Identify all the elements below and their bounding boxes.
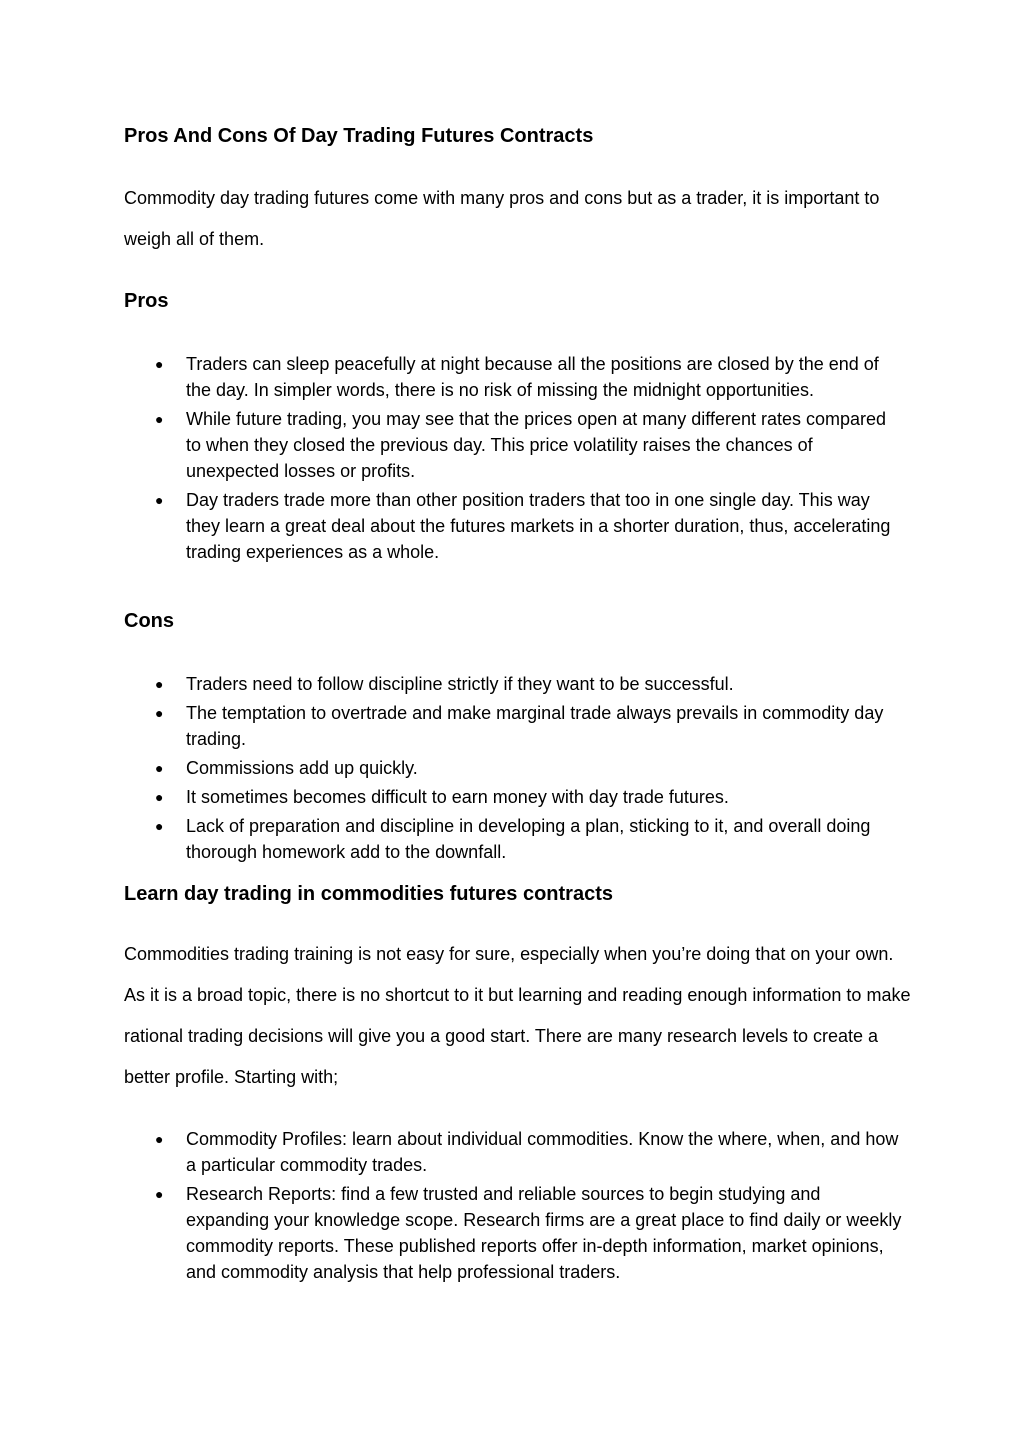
learn-paragraph: Commodities trading training is not easy for sure, especially when you’re doing that on your own. As it is a broad topic, there is no shortcut to it but learning and reading enough information to make rational trading decisions will give you a good start. There are many research levels to create a better profile. Starting with; [124, 944, 911, 1087]
bullet-icon: ● [155, 1186, 164, 1202]
document-title: Pros And Cons Of Day Trading Futures Contracts [124, 125, 594, 147]
cons-heading: Cons [124, 610, 174, 632]
list-item: ● Commissions add up quickly. [124, 755, 904, 781]
bullet-icon: ● [155, 411, 164, 427]
bullet-icon: ● [155, 492, 164, 508]
intro-paragraph: Commodity day trading futures come with many pros and cons but as a trader, it is important to weigh all of them. [124, 188, 880, 249]
list-item: ● It sometimes becomes difficult to earn money with day trade futures. [124, 784, 904, 810]
list-item: ● Traders can sleep peacefully at night because all the positions are closed by the end of the day. In simpler words, there is no risk of missing the midnight opportunities. [124, 351, 904, 403]
bullet-icon: ● [155, 818, 164, 834]
list-item: ● Commodity Profiles: learn about individual commodities. Know the where, when, and how a particular commodity trades. [124, 1126, 904, 1178]
cons-list [124, 671, 904, 868]
list-item: ● Research Reports: find a few trusted and reliable sources to begin studying and expanding your knowledge scope. Research firms are a great place to find daily or weekly commodity reports. These published reports offer in-depth information, market opinions, and commodity analysis that help professional traders. [124, 1181, 904, 1285]
bullet-icon: ● [155, 1131, 164, 1147]
bullet-icon: ● [155, 705, 164, 721]
learn-heading: Learn day trading in commodities futures contracts [124, 883, 613, 905]
list-item: ● Day traders trade more than other position traders that too in one single day. This way they learn a great deal about the futures markets in a shorter duration, thus, accelerating trading experiences as a whole. [124, 487, 904, 565]
learn-list [124, 1126, 904, 1288]
list-item: ● The temptation to overtrade and make marginal trade always prevails in commodity day trading. [124, 700, 904, 752]
bullet-icon: ● [155, 789, 164, 805]
bullet-icon: ● [155, 676, 164, 692]
list-item: ● Traders need to follow discipline strictly if they want to be successful. [124, 671, 904, 697]
list-item: ● Lack of preparation and discipline in developing a plan, sticking to it, and overall doing thorough homework add to the downfall. [124, 813, 904, 865]
bullet-icon: ● [155, 760, 164, 776]
pros-heading: Pros [124, 290, 169, 312]
bullet-icon: ● [155, 356, 164, 372]
list-item: ● While future trading, you may see that the prices open at many different rates compared to when they closed the previous day. This price volatility raises the chances of unexpected losses or profits. [124, 406, 904, 484]
pros-list [124, 351, 904, 568]
